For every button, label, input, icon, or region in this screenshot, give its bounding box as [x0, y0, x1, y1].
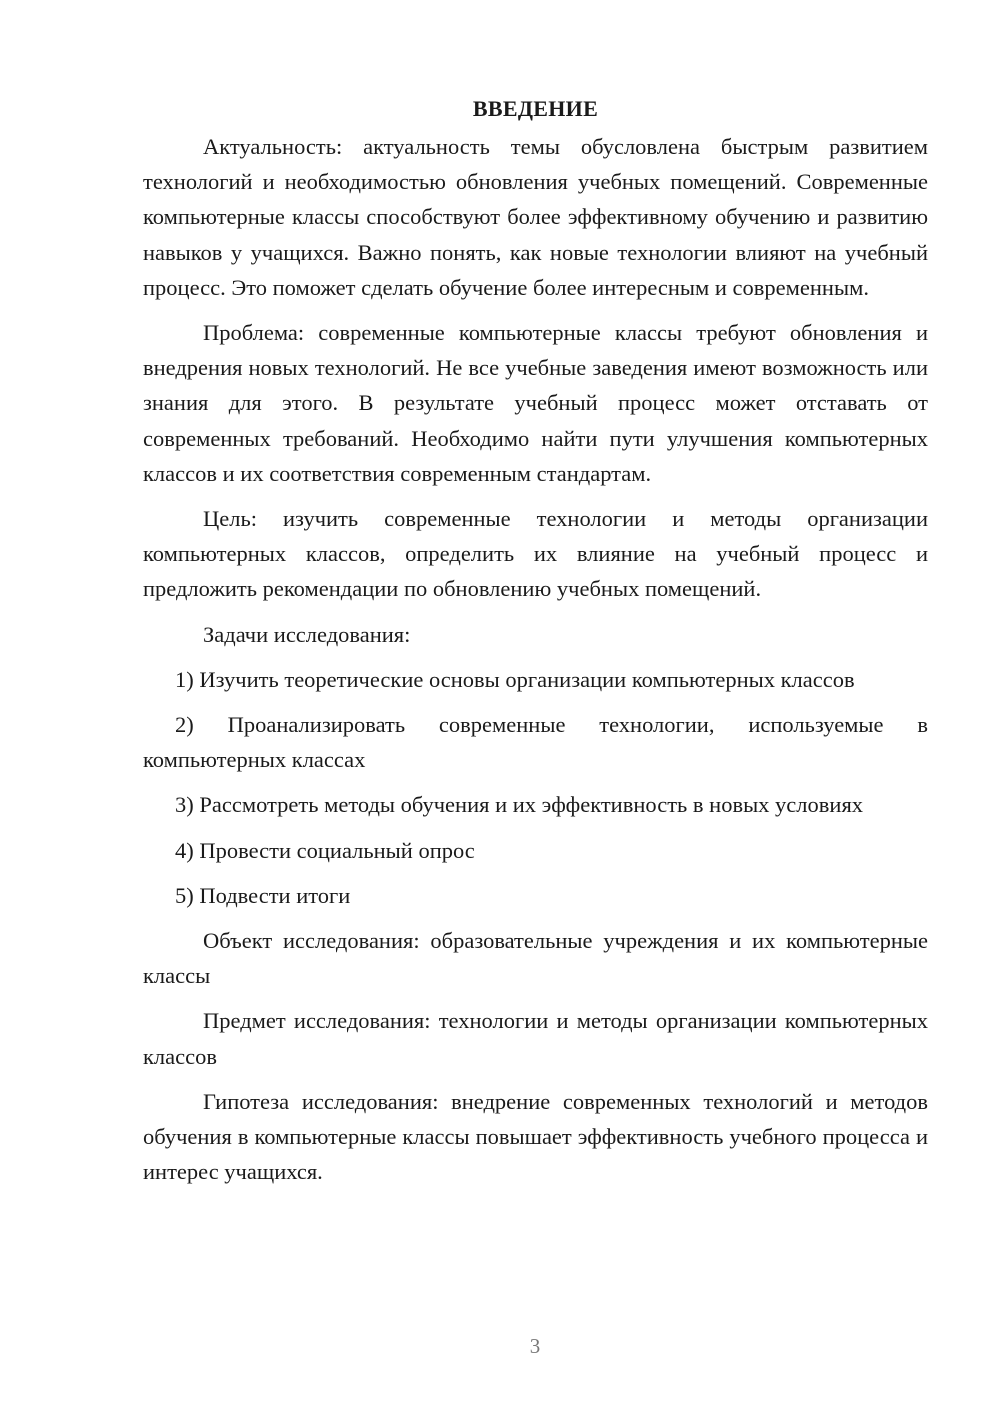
relevance-paragraph: Актуальность: актуальность темы обусловлена быстрым развитием технологий и необходимостью обновления учебных помещений. Современные компьютерные классы способствуют более эффективному обучению и развитию навыков у учащихся. Важно понять, как новые технологии влияют на учебный процесс. Это поможет сделать обучение более интересным и современным. [143, 134, 928, 300]
document-page [143, 94, 928, 1199]
goal-paragraph: Цель: изучить современные технологии и методы организации компьютерных классов, определить их влияние на учебный процесс и предложить рекомендации по обновлению учебных помещений. [143, 506, 928, 602]
task-item-2: 2) Проанализировать современные технологии, используемые в компьютерных классах [143, 712, 928, 773]
page-number: 3 [529, 1334, 541, 1358]
task-item-4: 4) Провести социальный опрос [175, 837, 475, 863]
tasks-heading: Задачи исследования: [203, 621, 411, 647]
object-paragraph: Объект исследования: образовательные учреждения и их компьютерные классы [143, 928, 928, 989]
problem-paragraph: Проблема: современные компьютерные классы требуют обновления и внедрения новых технологий. Не все учебные заведения имеют возможность или знания для этого. В результате учебный процесс может отставать от современных требований. Необходимо найти пути улучшения компьютерных классов и их соответствия современным стандартам. [143, 320, 928, 486]
task-item-3: 3) Рассмотреть методы обучения и их эффективность в новых условиях [175, 792, 864, 818]
page-title: ВВЕДЕНИЕ [472, 96, 599, 121]
hypothesis-paragraph: Гипотеза исследования: внедрение современных технологий и методов обучения в компьютерные классы повышает эффективность учебного процесса и интерес учащихся. [143, 1088, 928, 1185]
subject-paragraph: Предмет исследования: технологии и методы организации компьютерных классов [143, 1008, 928, 1069]
task-item-5: 5) Подвести итоги [175, 882, 351, 908]
task-item-1: 1) Изучить теоретические основы организации компьютерных классов [175, 666, 855, 692]
